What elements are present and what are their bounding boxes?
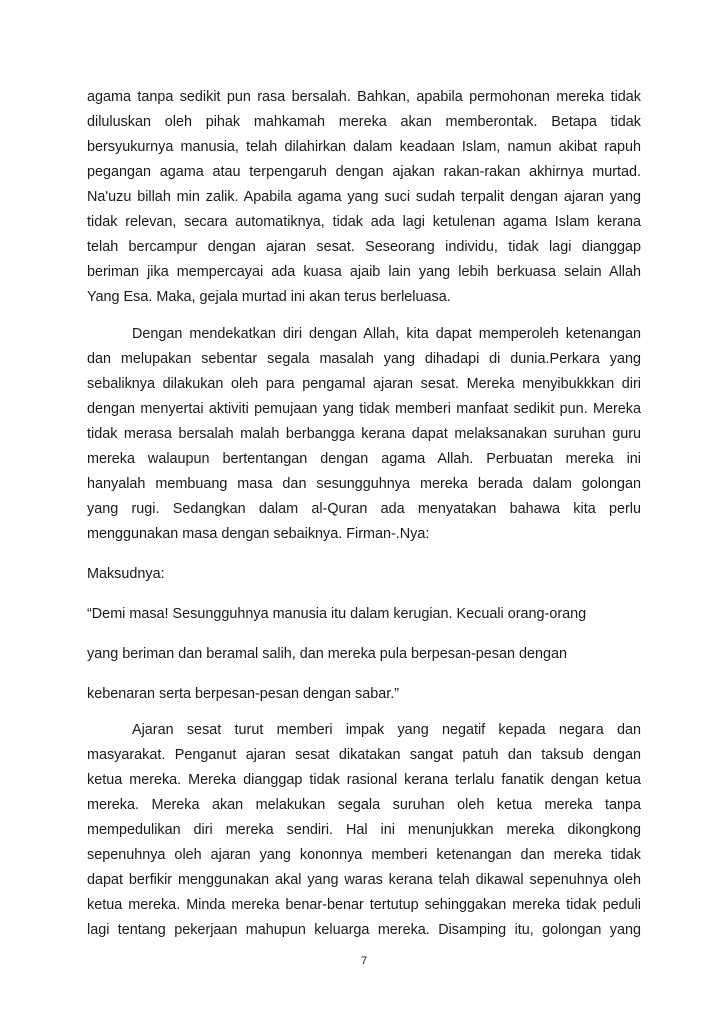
quote-line: kebenaran serta berpesan-pesan dengan sabar.” <box>87 686 400 702</box>
paragraph-line: diluluskan oleh pihak mahkamah mereka akan memberontak. Betapa tidak <box>87 114 641 130</box>
paragraph-line: mereka. Mereka akan melakukan segala suruhan oleh ketua mereka tanpa <box>87 797 641 813</box>
paragraph-line: pegangan agama atau terpengaruh dengan ajakan rakan-rakan akhirnya murtad. <box>87 164 641 180</box>
paragraph-line: dapat berfikir menggunakan akal yang waras kerana telah dikawal sepenuhnya oleh <box>87 872 641 888</box>
paragraph-line: Dengan mendekatkan diri dengan Allah, kita dapat memperoleh ketenangan <box>132 326 641 342</box>
paragraph-line: dengan menyertai aktiviti pemujaan yang tidak memberi manfaat sedikit pun. Mereka <box>87 401 641 417</box>
maksudnya-label: Maksudnya: <box>87 566 165 582</box>
paragraph-line: ketua mereka. Mereka dianggap tidak rasional kerana terlalu fanatik dengan ketua <box>87 772 641 788</box>
paragraph-line: tidak relevan, secara automatiknya, tidak ada lagi ketulenan agama Islam kerana <box>87 214 641 230</box>
paragraph-line: mempedulikan diri mereka sendiri. Hal ini menunjukkan mereka dikongkong <box>87 822 641 838</box>
paragraph-line: tidak merasa bersalah malah berbangga kerana dapat melaksanakan suruhan guru <box>87 426 641 442</box>
paragraph-line: agama tanpa sedikit pun rasa bersalah. Bahkan, apabila permohonan mereka tidak <box>87 89 641 105</box>
quote-line: “Demi masa! Sesungguhnya manusia itu dalam kerugian. Kecuali orang-orang <box>87 606 587 622</box>
paragraph-line: Ajaran sesat turut memberi impak yang negatif kepada negara dan <box>132 722 641 738</box>
paragraph-line: lagi tentang pekerjaan mahupun keluarga mereka. Disamping itu, golongan yang <box>87 922 641 938</box>
paragraph-line: mereka walaupun bertentangan dengan agama Allah. Perbuatan mereka ini <box>87 451 641 467</box>
paragraph-line: yang rugi. Sedangkan dalam al-Quran ada menyatakan bahawa kita perlu <box>87 501 641 517</box>
paragraph-line: hanyalah membuang masa dan sesungguhnya mereka berada dalam golongan <box>87 476 641 492</box>
page-number: 7 <box>360 955 368 967</box>
paragraph-line: masyarakat. Penganut ajaran sesat dikatakan sangat patuh dan taksub dengan <box>87 747 641 763</box>
paragraph-line: beriman jika mempercayai ada kuasa ajaib lain yang lebih berkuasa selain Allah <box>87 264 641 280</box>
paragraph-line: dan melupakan sebentar segala masalah yang dihadapi di dunia.Perkara yang <box>87 351 641 367</box>
paragraph-line: sepenuhnya oleh ajaran yang kononnya memberi ketenangan dan mereka tidak <box>87 847 641 863</box>
paragraph-line: sebaliknya dilakukan oleh para pengamal ajaran sesat. Mereka menyibukkkan diri <box>87 376 641 392</box>
paragraph-line: ketua mereka. Minda mereka benar-benar tertutup sehinggakan mereka tidak peduli <box>87 897 641 913</box>
paragraph-line: bersyukurnya manusia, telah dilahirkan dalam keadaan Islam, namun akibat rapuh <box>87 139 641 155</box>
quote-line: yang beriman dan beramal salih, dan mereka pula berpesan-pesan dengan <box>87 646 568 662</box>
paragraph-line: Yang Esa. Maka, gejala murtad ini akan terus berleluasa. <box>87 289 451 305</box>
paragraph-line: Na'uzu billah min zalik. Apabila agama yang suci sudah terpalit dengan ajaran yang <box>87 189 641 205</box>
paragraph-line: menggunakan masa dengan sebaiknya. Firman-.Nya: <box>87 526 430 542</box>
paragraph-line: telah bercampur dengan ajaran sesat. Seseorang individu, tidak lagi dianggap <box>87 239 641 255</box>
